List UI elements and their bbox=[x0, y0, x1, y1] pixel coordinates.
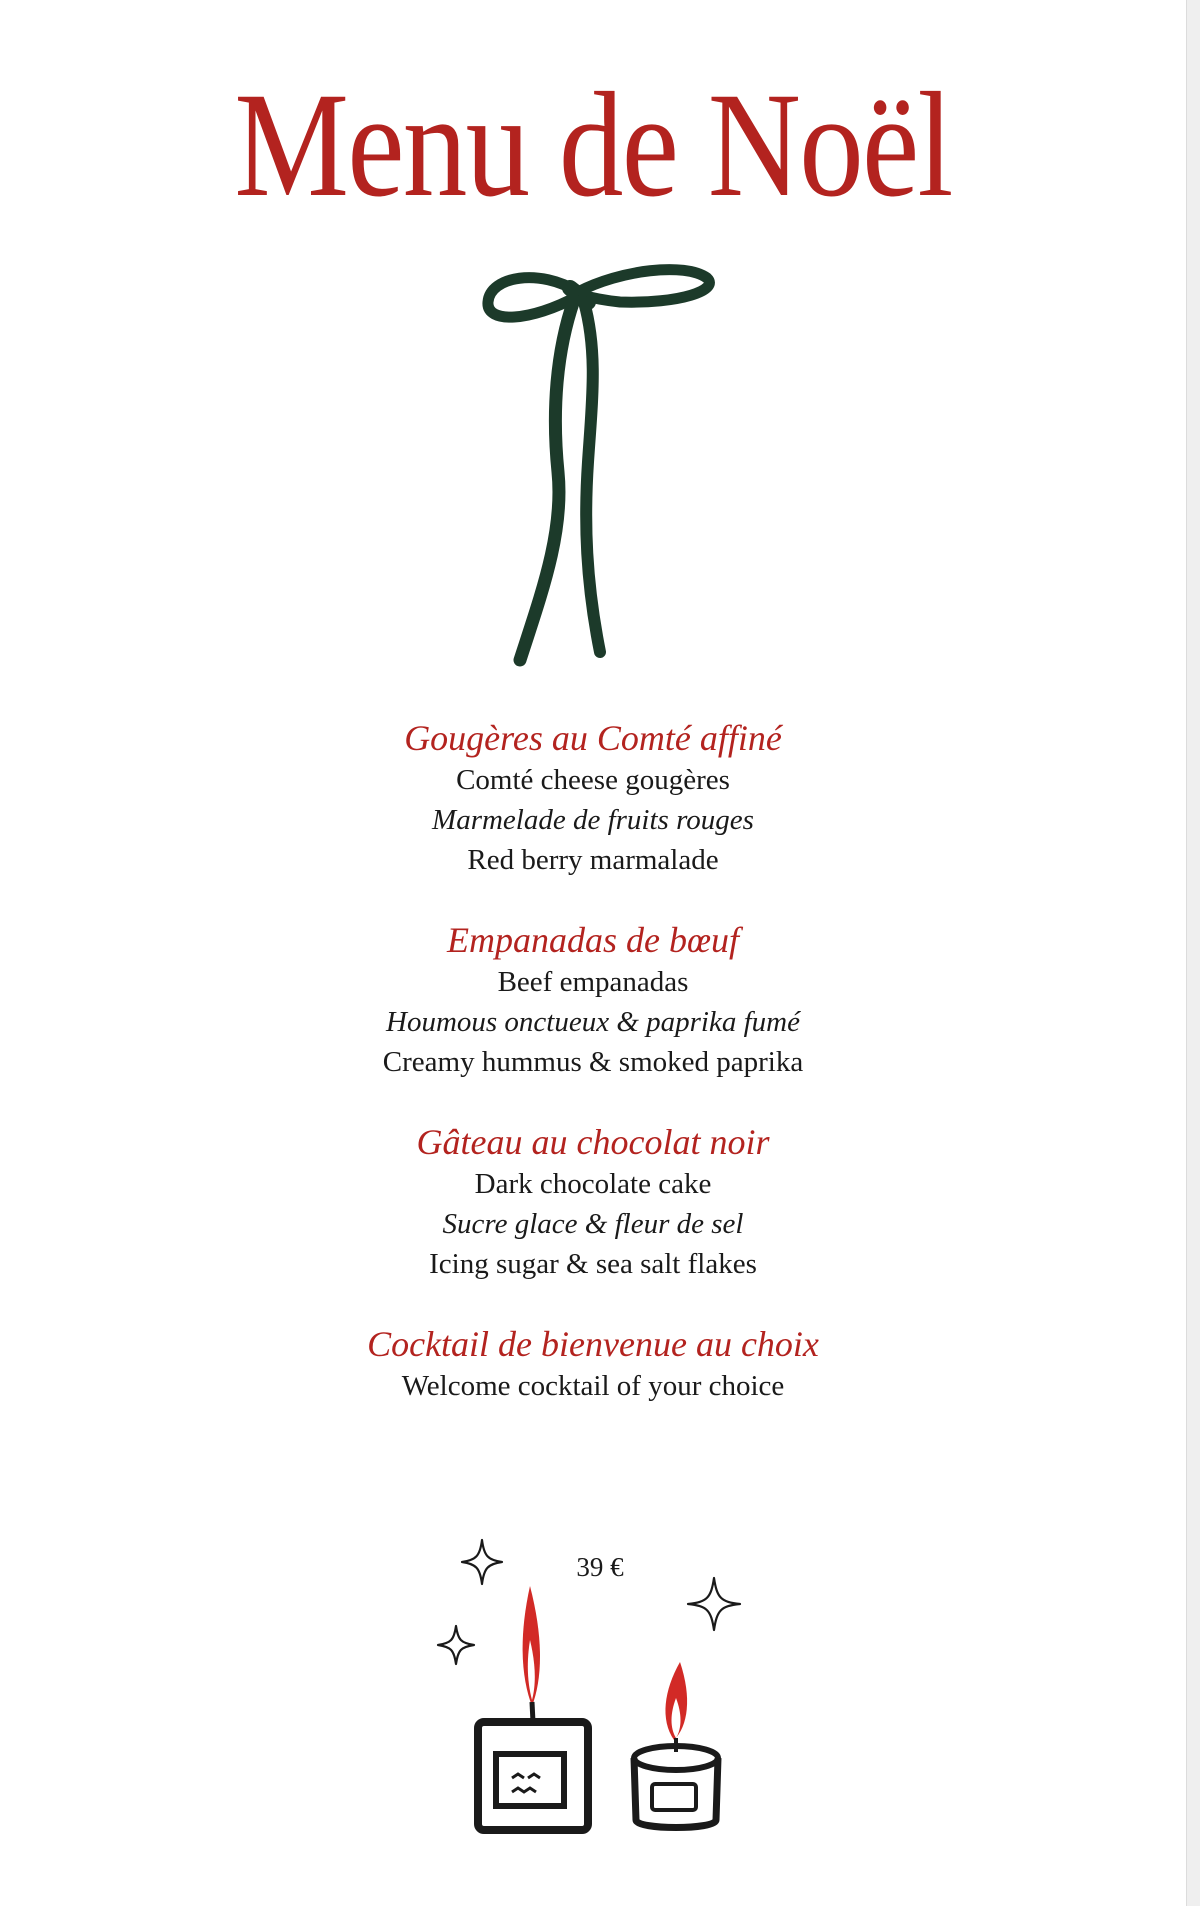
menu-price: 39 € bbox=[576, 1552, 624, 1582]
candle-icon bbox=[478, 1586, 588, 1830]
course-side-en: Creamy hummus & smoked paprika bbox=[382, 1046, 804, 1078]
ribbon-bow-icon bbox=[470, 262, 725, 672]
course-translation: Dark chocolate cake bbox=[474, 1168, 712, 1200]
course-translation: Comté cheese gougères bbox=[456, 764, 730, 796]
course-translation: Welcome cocktail of your choice bbox=[401, 1370, 785, 1402]
page-title: Menu de Noël bbox=[234, 62, 952, 228]
course-item bbox=[0, 918, 1186, 1082]
course-side-fr: Sucre glace & fleur de sel bbox=[442, 1208, 744, 1240]
course-title: Gâteau au chocolat noir bbox=[416, 1122, 770, 1162]
course-side-en: Icing sugar & sea salt flakes bbox=[429, 1248, 757, 1280]
course-item bbox=[0, 1322, 1186, 1406]
candles-illustration bbox=[430, 1530, 770, 1890]
candle-icon bbox=[634, 1662, 718, 1828]
sparkle-icon bbox=[438, 1626, 474, 1664]
course-side-fr: Houmous onctueux & paprika fumé bbox=[386, 1006, 800, 1038]
course-side-fr: Marmelade de fruits rouges bbox=[432, 804, 754, 836]
course-side-en: Red berry marmalade bbox=[467, 844, 719, 876]
menu-courses bbox=[0, 716, 1186, 1444]
course-title: Gougères au Comté affiné bbox=[404, 718, 782, 758]
course-translation: Beef empanadas bbox=[497, 966, 689, 998]
sparkle-icon bbox=[688, 1578, 740, 1630]
course-item bbox=[0, 716, 1186, 880]
course-title: Empanadas de bœuf bbox=[447, 920, 739, 960]
course-title: Cocktail de bienvenue au choix bbox=[367, 1324, 819, 1364]
sparkle-icon bbox=[462, 1540, 502, 1584]
course-item bbox=[0, 1120, 1186, 1284]
